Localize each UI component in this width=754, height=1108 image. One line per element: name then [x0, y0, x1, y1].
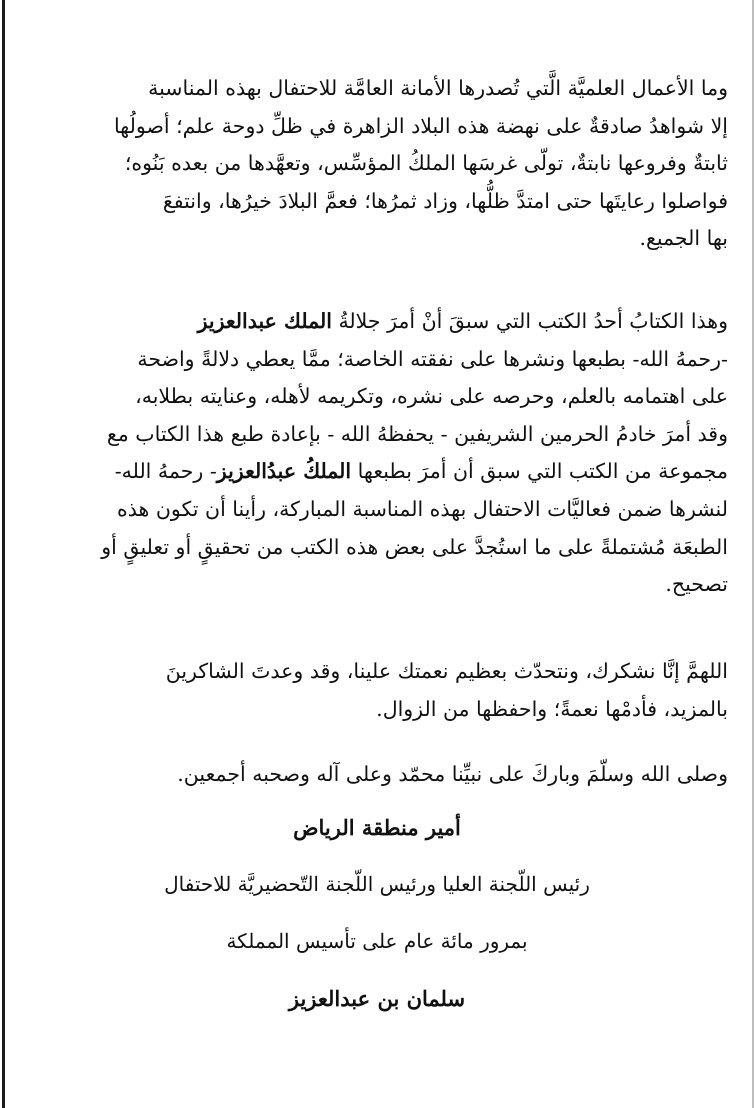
- line-text: [198, 309, 728, 333]
- paragraph-line: لنشرها ضمن فعاليَّات الاحتفال بهذه المناسبة المباركة، رأينا أن تكون هذه: [117, 496, 728, 521]
- paragraph-line: وما الأعمال العلميَّة الَّتي تُصدرها الأمانة العامَّة للاحتفال بهذه المناسبة: [148, 76, 728, 100]
- paragraph-line: -رحمهُ الله- بطبعها ونشرها على نفقته الخاصة؛ ممَّا يعطي دلالةً واضحة: [137, 346, 728, 371]
- line-text-before: مجموعة من الكتب التي سبق أن أمرَ بطبعها: [351, 459, 728, 484]
- paragraph-line: اللهمَّ إنَّا نشكرك، ونتحدّث بعظيم نعمتك علينا، وقد وعدتَ الشاكرينَ: [165, 659, 728, 683]
- paragraph-line: بالمزيد، فأدمْها نعمةً؛ واحفظها من الزوال.: [376, 696, 728, 721]
- paragraph-prayer: [58, 653, 728, 728]
- paragraph-line: [58, 303, 728, 341]
- paragraph-blessing: [58, 756, 728, 794]
- paragraph-intro: [58, 70, 728, 258]
- paragraph-line: الطبعَة مُشتملةً على ما استُجدَّ على بعض هذه الكتب من تحقيقٍ أو تعليقٍ أو: [101, 534, 728, 559]
- line-text-before: وهذا الكتابُ أحدُ الكتب التي سبقَ أنْ أمرَ جلالةُ: [331, 309, 728, 333]
- signature-title: أمير منطقة الرياض: [293, 815, 461, 840]
- paragraph-line: إلا شواهدُ صادقةٌ على نهضة هذه البلاد الزاهرة في ظلِّ دوحة علم؛ أصولُها: [113, 113, 728, 138]
- signature-occasion: بمرور مائة عام على تأسيس المملكة: [226, 929, 528, 953]
- paragraph-line: تصحيح.: [665, 572, 728, 597]
- paragraph-line: وقد أمرَ خادمُ الحرمين الشريفين - يحفظهُ الله - بإعادة طبع هذا الكتاب مع: [106, 421, 728, 446]
- signature-name: سلمان بن عبدالعزيز: [288, 986, 466, 1011]
- king-name-bold: الملك عبدالعزيز: [197, 309, 332, 333]
- king-name-bold: الملكُ عبدُالعزيز: [216, 459, 352, 484]
- paragraph-line: ثابتةٌ وفروعها نابتةٌ، تولّى غرسَها الملكُ المؤسِّس، وتعهَّدها من بعده بَنُوه؛: [124, 151, 728, 176]
- paragraph-book: [58, 303, 728, 604]
- paragraph-line: بها الجميع.: [639, 226, 728, 251]
- signature-role: رئيس اللّجنة العليا ورئيس اللّجنة التّحضيريَّة للاحتفال: [164, 872, 590, 896]
- paragraph-line: وصلى الله وسلّمَ وباركَ على نبيِّنا محمّد وعلى آله وصحبه أجمعين.: [177, 762, 728, 786]
- paragraph-line: على اهتمامه بالعلم، وحرصه على نشره، وتكريمه لأهله، وعنايته بطلابه،: [135, 384, 728, 409]
- line-text-after: - رحمهُ الله-: [114, 459, 217, 484]
- paragraph-line: [58, 453, 728, 491]
- paragraph-line: فواصلوا رعايتَها حتى امتدَّ ظلُّها، وزاد ثمرُها؛ فعمَّ البلادَ خيرُها، وانتفعَ: [162, 188, 728, 213]
